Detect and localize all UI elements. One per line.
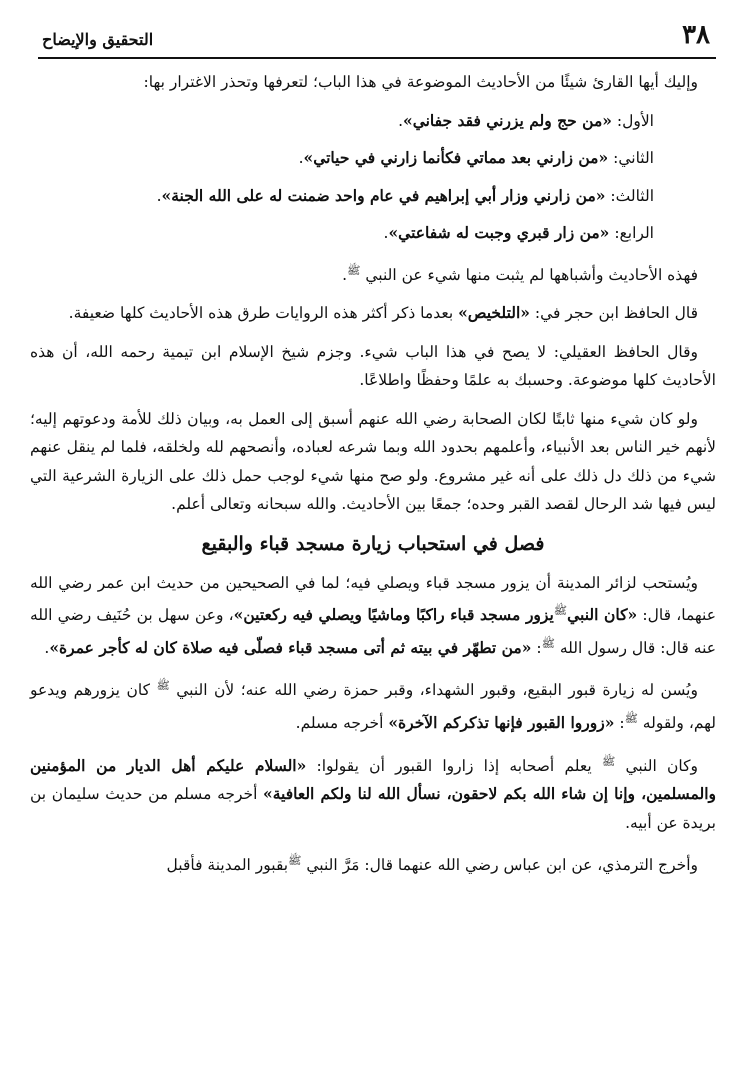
header-divider (38, 57, 716, 59)
hadith-quote: «من زارني بعد مماتي فكأنما زارني في حياتي» (303, 148, 609, 167)
quba-text-g: . (44, 638, 50, 657)
hafiz-text-c: بعدما ذكر أكثر هذه الروايات طرق هذه الأحاديث كلها ضعيفة. (68, 304, 454, 323)
hadith-item-3 (30, 182, 716, 211)
quba-quote-1a: «كان النبي (567, 605, 638, 625)
tirmidhi-text-b: بقبور المدينة فأقبل (166, 856, 289, 875)
hadith-item-2 (30, 144, 716, 173)
quba-text-e: : (536, 638, 542, 657)
hadith-quote: «من حج ولم يزرني فقد جفاني» (403, 110, 612, 130)
quba-quote-1b: يزور مسجد قباء راكبًا وماشيًا ويصلي فيه ركعتين» (233, 605, 554, 625)
intro-text: وإليك أيها القارئ شيئًا من الأحاديث الموضوعة في هذا الباب؛ لتعرفها وتحذر الاغترار بها: (143, 73, 698, 91)
hadith-label: الأول: (616, 111, 654, 130)
law-kana-text: ولو كان شيء منها ثابتًا لكان الصحابة رضي الله عنهم أسبق إلى العمل به، وبيان ذلك للأمة ودعوتهم إليه؛ لأنهم خير الناس بعد الأنبياء، وأعلمهم بحدود الله وبما شرعه لعباده، وأنصحهم لله ولخلقه، فلما لم ينقل عنهم شيء من ذلك دل ذلك على أنه غير مشروع. ولو صح منها شيء لوجب حمل ذلك على الزيارة الشرعية التي ليس فيها شد الرحال لقصد القبر وحده؛ جمعًا بين الأحاديث. والله سبحانه وتعالى أعلم. (30, 409, 716, 514)
baqi-quote: «زوروا القبور فإنها تذكركم الآخرة» (388, 713, 615, 733)
salutation-glyph: ﷺ (601, 754, 616, 768)
intro-paragraph (30, 68, 716, 97)
tirmidhi-paragraph (30, 847, 716, 880)
salutation-glyph: ﷺ (553, 604, 568, 618)
quba-text-a: ويُستحب لزائر المدينة أن يزور مسجد قباء ويصلي فيه؛ لما في الصحيحين من حديث ابن عمر رضي الله عنهما، قال: (30, 573, 716, 625)
hadith-end: . (298, 149, 304, 167)
salutation-glyph: ﷺ (156, 679, 170, 693)
uqayli-text: وقال الحافظ العقيلي: لا يصح في هذا الباب شيء. وجزم شيخ الإسلام ابن تيمية رحمه الله، أن هذه الأحاديث كلها موضوعة. وحسبك به علمًا وحفظًا واطلاعًا. (30, 342, 716, 390)
page-number: ٣٨ (682, 20, 710, 50)
salam-text-a: وكان النبي (625, 756, 698, 775)
salutation-glyph: ﷺ (347, 263, 361, 277)
quba-text-d: ، وعن سهل بن حُنَيف رضي الله عنه قال: قال رسول الله (30, 606, 716, 657)
quba-quote-2: «من تطهّر في بيته ثم أتى مسجد قباء فصلّى فيه صلاة كان له كأجر عمرة» (49, 637, 532, 657)
baqi-text-a: ويُسن له زيارة قبور البقيع، وقبور الشهداء، وقبر حمزة رضي الله عنه؛ لأن النبي (176, 681, 698, 700)
tirmidhi-text-a: وأخرج الترمذي، عن ابن عباس رضي الله عنهما قال: مَرَّ النبي (306, 856, 698, 875)
salam-quote: «السلام عليكم أهل الديار من المؤمنين والمسلمين، وإنا إن شاء الله بكم لاحقون، نسأل الله لنا ولكم العافية» (30, 755, 716, 804)
baqi-paragraph (30, 672, 716, 737)
salam-text-b: يعلم أصحابه إذا زاروا القبور أن يقولوا: (316, 756, 592, 775)
salutation-glyph: ﷺ (288, 854, 302, 868)
hadith-label: الثاني: (613, 149, 654, 167)
baqi-text-c: : (619, 714, 625, 733)
hadith-quote: «من زار قبري وجبت له شفاعتي» (388, 223, 610, 242)
hadith-label: الثالث: (610, 186, 654, 205)
quba-paragraph (30, 569, 716, 663)
salam-paragraph (30, 748, 716, 838)
uqayli-paragraph (30, 338, 716, 395)
after-hadiths-paragraph (30, 257, 716, 290)
section-heading: فصل في استحباب زيارة مسجد قباء والبقيع (201, 532, 545, 555)
salutation-glyph: ﷺ (624, 712, 638, 726)
salutation-glyph: ﷺ (541, 636, 555, 650)
hadith-end: . (156, 186, 162, 205)
page-body (30, 68, 716, 890)
baqi-text-b: كان يزورهم ويدعو لهم، ولقوله (30, 681, 716, 733)
baqi-text-e: أخرجه مسلم. (295, 714, 384, 733)
sentence-end: . (342, 265, 348, 284)
hadith-end: . (398, 111, 404, 130)
salam-text-d: أخرجه مسلم من حديث سليمان بن بريدة عن أبيه. (30, 785, 716, 832)
book-title: «التلخيص» (458, 303, 530, 323)
hadith-end: . (383, 224, 389, 242)
page-header (38, 22, 716, 54)
hafiz-ibn-hajar-paragraph (30, 299, 716, 328)
hadith-label: الرابع: (614, 224, 654, 242)
running-title: التحقيق والإيضاح (42, 30, 154, 49)
after-hadiths-text: فهذه الأحاديث وأشباهها لم يثبت منها شيء عن النبي (365, 265, 698, 284)
hadith-item-1 (30, 107, 716, 136)
hadith-quote: «من زارني وزار أبي إبراهيم في عام واحد ضمنت له على الله الجنة» (161, 185, 606, 205)
law-kana-paragraph (30, 405, 716, 519)
hafiz-text-a: قال الحافظ ابن حجر في: (534, 304, 698, 323)
hadith-item-4 (30, 219, 716, 248)
